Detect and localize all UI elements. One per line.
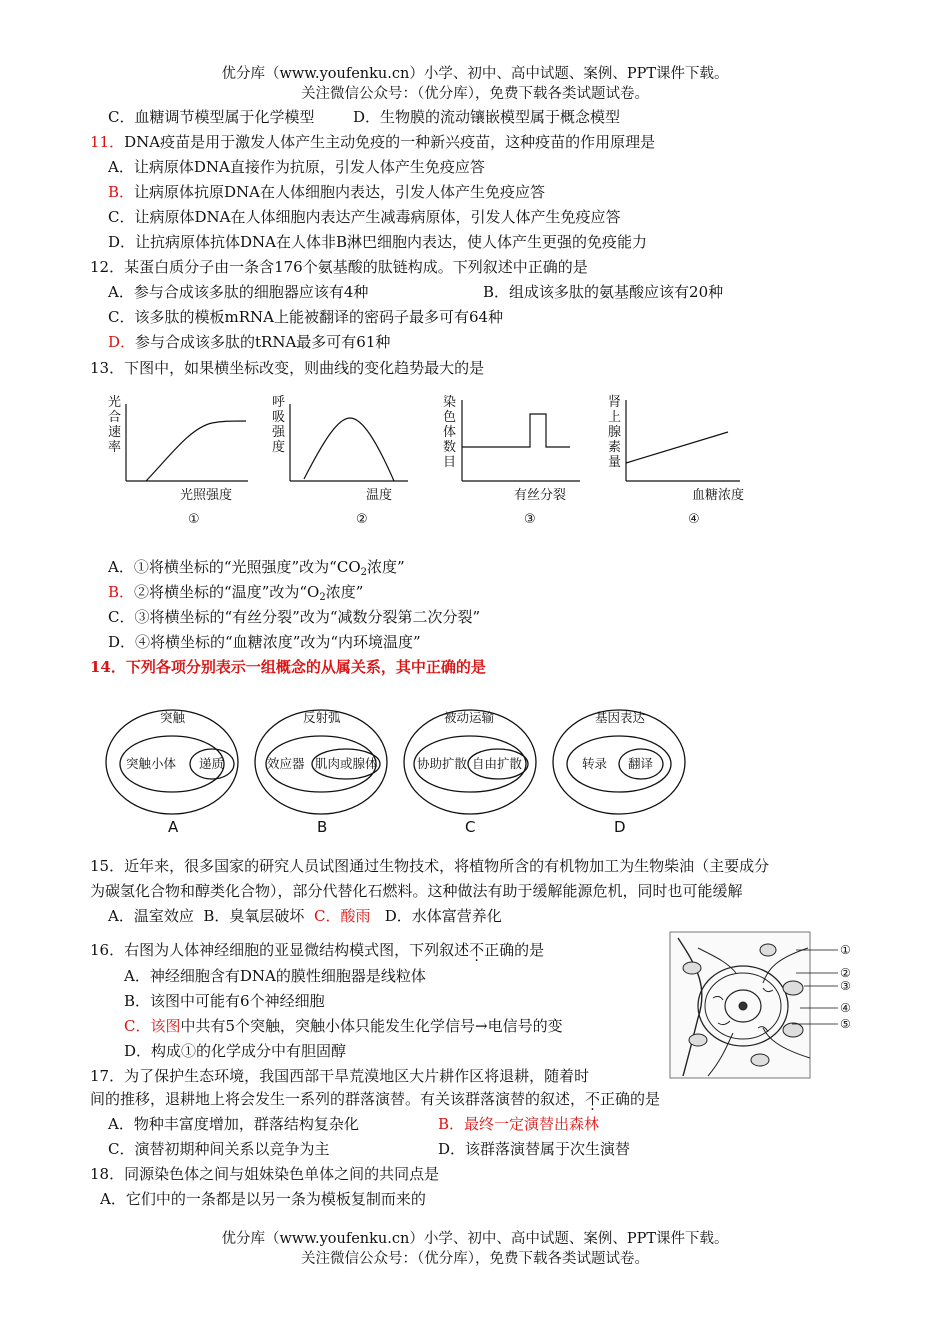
graph-3-xlabel: 有丝分裂: [514, 488, 567, 503]
diagram-c-letter: C: [465, 818, 476, 836]
q17-option-c: C．演替初期种间关系以竞争为主: [108, 1140, 330, 1158]
graph-4-ylabel-0: 肾: [608, 395, 622, 410]
graph-4-mark: ④: [688, 512, 700, 527]
q15-line-1: 15．近年来，很多国家的研究人员试图通过生物技术，将植物所含的有机物加工为生物柴油（主要成分: [90, 857, 770, 875]
diagram-a-middle: 突触小体: [126, 756, 177, 771]
diagram-a-outer: 突触: [160, 710, 186, 725]
q13-option-a-pre: A．①将横坐标的“光照强度”改为“CO: [108, 558, 361, 576]
q11-option-a: A．让病原体DNA直接作为抗原，引发人体产生免疫应答: [108, 158, 485, 176]
q14-diagrams: [100, 700, 700, 840]
footer-line-2: 关注微信公众号：（优分库），免费下载各类试题试卷。: [301, 1251, 649, 1267]
q17-option-d: D．该群落演替属于次生演替: [438, 1140, 631, 1158]
graph-4-xlabel: 血糖浓度: [692, 488, 745, 503]
q13-option-a-sub: 2: [360, 567, 367, 578]
q16-option-c: [124, 1016, 563, 1036]
graph-3-ylabel-3: 数: [443, 440, 457, 455]
graph-1: [108, 394, 248, 527]
graph-4: [608, 394, 744, 527]
graph-2: [272, 395, 408, 527]
q11-stem-text: DNA疫苗是用于激发人体产生主动免疫的一种新兴疫苗，这种疫苗的作用原理是: [124, 133, 656, 151]
q15-option-a: A．温室效应: [108, 907, 194, 925]
diagram-b: [255, 710, 387, 836]
graph-3-ylabel-4: 目: [443, 455, 457, 470]
q13-option-a-post: 浓度”: [367, 558, 405, 576]
graph-3-curve: [462, 414, 570, 447]
q17-line-1: 17．为了保护生态环境，我国西部干旱荒漠地区大片耕作区将退耕，随着时: [90, 1067, 590, 1085]
graph-1-ylabel-0: 光: [108, 395, 122, 410]
q11-option-b-text: 让病原体抗原DNA在人体细胞内表达，引发人体产生免疫应答: [134, 183, 546, 201]
diagram-d-letter: D: [614, 818, 626, 836]
q16-option-b: B．该图中可能有6个神经细胞: [124, 992, 325, 1010]
neuron-label-5: ⑤: [840, 1017, 851, 1031]
q15-option-c: C．酸雨: [313, 907, 371, 925]
graph-1-ylabel-1: 合: [108, 410, 122, 425]
graph-1-ylabel-2: 速: [108, 425, 122, 440]
q12-option-d: [108, 332, 390, 352]
diagram-c-outer: 被动运输: [444, 710, 495, 725]
neuron-label-1: ①: [840, 943, 851, 957]
q11-option-d: D．让抗病原体抗体DNA在人体非B淋巴细胞内表达，使人体产生更强的免疫能力: [108, 233, 648, 251]
diagram-b-letter: B: [317, 818, 328, 836]
q16-stem-pre: 16．右图为人体神经细胞的亚显微结构模式图，下列叙述: [90, 941, 470, 959]
graph-2-ylabel-2: 强: [272, 425, 286, 440]
diagram-b-middle: 效应器: [267, 756, 305, 771]
diagram-d-outer: 基因表达: [595, 710, 646, 725]
q13-option-b: [108, 582, 363, 608]
diagram-b-inner: 肌肉或腺体: [315, 756, 378, 771]
diagram-d-middle: 转录: [582, 756, 608, 771]
q16-option-c-letter: C．该图: [124, 1017, 181, 1035]
neuron-diagram: [668, 928, 858, 1083]
graph-2-ylabel-0: 呼: [272, 395, 286, 410]
q17-option-b: B．最终一定演替出森林: [438, 1115, 600, 1133]
graph-3-mark: ③: [524, 512, 536, 527]
graph-2-ylabel-1: 吸: [272, 410, 286, 425]
q11-option-b: [108, 182, 545, 202]
graph-2-mark: ②: [356, 512, 368, 527]
header-line-1: 优分库（www.youfenku.cn）小学、初中、高中试题、案例、PPT课件下载。: [221, 66, 729, 82]
q11-number: 11．: [90, 133, 125, 151]
diagram-c-middle: 协助扩散: [417, 756, 468, 771]
q15-option-d: D．水体富营养化: [384, 907, 502, 925]
q13-option-a: [108, 557, 405, 583]
graph-1-ylabel-3: 率: [108, 440, 122, 455]
neuron-label-3: ③: [840, 979, 851, 993]
q13-option-b-letter: B．: [108, 583, 135, 601]
q17-line-2-pre: 间的推移，退耕地上将会发生一系列的群落演替。有关该群落演替的叙述，: [90, 1090, 586, 1108]
q17-option-a: A．物种丰富度增加，群落结构复杂化: [108, 1115, 359, 1133]
q17-line-2: [90, 1089, 660, 1109]
graph-1-xlabel: 光照强度: [180, 488, 233, 503]
q16-option-d: D．构成①的化学成分中有胆固醇: [124, 1042, 347, 1060]
graph-1-curve: [146, 421, 246, 481]
q16-option-c-text: 中共有5个突触，突触小体只能发生化学信号→电信号的变: [180, 1017, 563, 1035]
neuron-label-2: ②: [840, 966, 851, 980]
q11-option-c: C．让病原体DNA在人体细胞内表达产生减毒病原体，引发人体产生免疫应答: [108, 208, 621, 226]
diagram-c-inner: 自由扩散: [472, 756, 523, 771]
graph-4-curve: [626, 432, 728, 463]
q16-stem-emphasis: 不: [469, 941, 485, 959]
q13-option-b-pre: ②将横坐标的“温度”改为“O: [134, 583, 320, 601]
q17-line-2-post: 正确的是: [600, 1090, 661, 1108]
graph-1-mark: ①: [188, 512, 200, 527]
diagram-a: [106, 710, 238, 836]
q12-option-a: A．参与合成该多肽的细胞器应该有4种: [108, 283, 369, 301]
q10-option-d: D．生物膜的流动镶嵌模型属于概念模型: [353, 108, 621, 126]
graph-4-ylabel-3: 素: [608, 440, 622, 455]
diagram-c: [404, 710, 536, 836]
q10-option-c: C．血糖调节模型属于化学模型: [108, 108, 315, 126]
graph-3-ylabel-1: 色: [443, 410, 457, 425]
graph-3: [443, 394, 580, 527]
q17-emphasis: 不: [585, 1090, 601, 1108]
graph-4-ylabel-1: 上: [608, 410, 622, 425]
graph-4-ylabel-4: 量: [608, 455, 622, 470]
diagram-d: [553, 710, 685, 836]
q13-stem: 13．下图中，如果横坐标改变，则曲线的变化趋势最大的是: [90, 359, 485, 377]
q13-graphs: [100, 390, 780, 535]
diagram-a-letter: A: [168, 818, 179, 836]
graph-3-ylabel-0: 染: [443, 395, 457, 410]
graph-2-xlabel: 温度: [366, 488, 393, 503]
q12-option-d-letter: D．: [108, 333, 136, 351]
q13-option-c: C．③将横坐标的“有丝分裂”改为“减数分裂第二次分裂”: [108, 608, 481, 626]
q14-stem: 14．下列各项分别表示一组概念的从属关系，其中正确的是: [90, 658, 486, 676]
q16-stem-post: 正确的是: [484, 941, 545, 959]
diagram-a-inner: 递质: [199, 756, 225, 771]
q15-option-b: B．臭氧层破坏: [203, 907, 305, 925]
q16-option-a: A．神经细胞含有DNA的膜性细胞器是线粒体: [124, 967, 426, 985]
graph-2-curve: [304, 418, 394, 481]
q11-stem: [90, 132, 655, 152]
q12-option-b: B．组成该多肽的氨基酸应该有20种: [483, 283, 724, 301]
graph-4-ylabel-2: 腺: [608, 425, 622, 440]
q15-line-2: 为碳氢化合物和醇类化合物），部分代替化石燃料。这种做法有助于缓解能源危机，同时也可能缓解: [90, 882, 743, 900]
q13-option-b-post: 浓度”: [325, 583, 364, 601]
q12-stem: 12．某蛋白质分子由一条含176个氨基酸的肽链构成。下列叙述中正确的是: [90, 258, 588, 276]
footer-line-1: 优分库（www.youfenku.cn）小学、初中、高中试题、案例、PPT课件下载。: [221, 1231, 729, 1247]
q18-stem: 18．同源染色体之间与姐妹染色单体之间的共同点是: [90, 1165, 440, 1183]
q13-option-d: D．④将横坐标的“血糖浓度”改为“内环境温度”: [108, 633, 421, 651]
q13-option-b-sub: 2: [319, 592, 326, 603]
header-line-2: 关注微信公众号：（优分库），免费下载各类试题试卷。: [301, 86, 649, 102]
q18-option-a: A．它们中的一条都是以另一条为模板复制而来的: [100, 1190, 426, 1208]
q11-option-b-letter: B．: [108, 183, 135, 201]
diagram-d-inner: 翻译: [628, 756, 654, 771]
diagram-b-outer: 反射弧: [303, 710, 341, 725]
q16-stem: [90, 940, 544, 960]
q12-option-d-text: 参与合成该多肽的tRNA最多可有61种: [135, 333, 391, 351]
neuron-label-4: ④: [840, 1001, 851, 1015]
graph-2-ylabel-3: 度: [272, 440, 286, 455]
q12-option-c: C．该多肽的模板mRNA上能被翻译的密码子最多可有64种: [108, 308, 504, 326]
q15-options: [108, 906, 502, 926]
graph-3-ylabel-2: 体: [443, 425, 457, 440]
